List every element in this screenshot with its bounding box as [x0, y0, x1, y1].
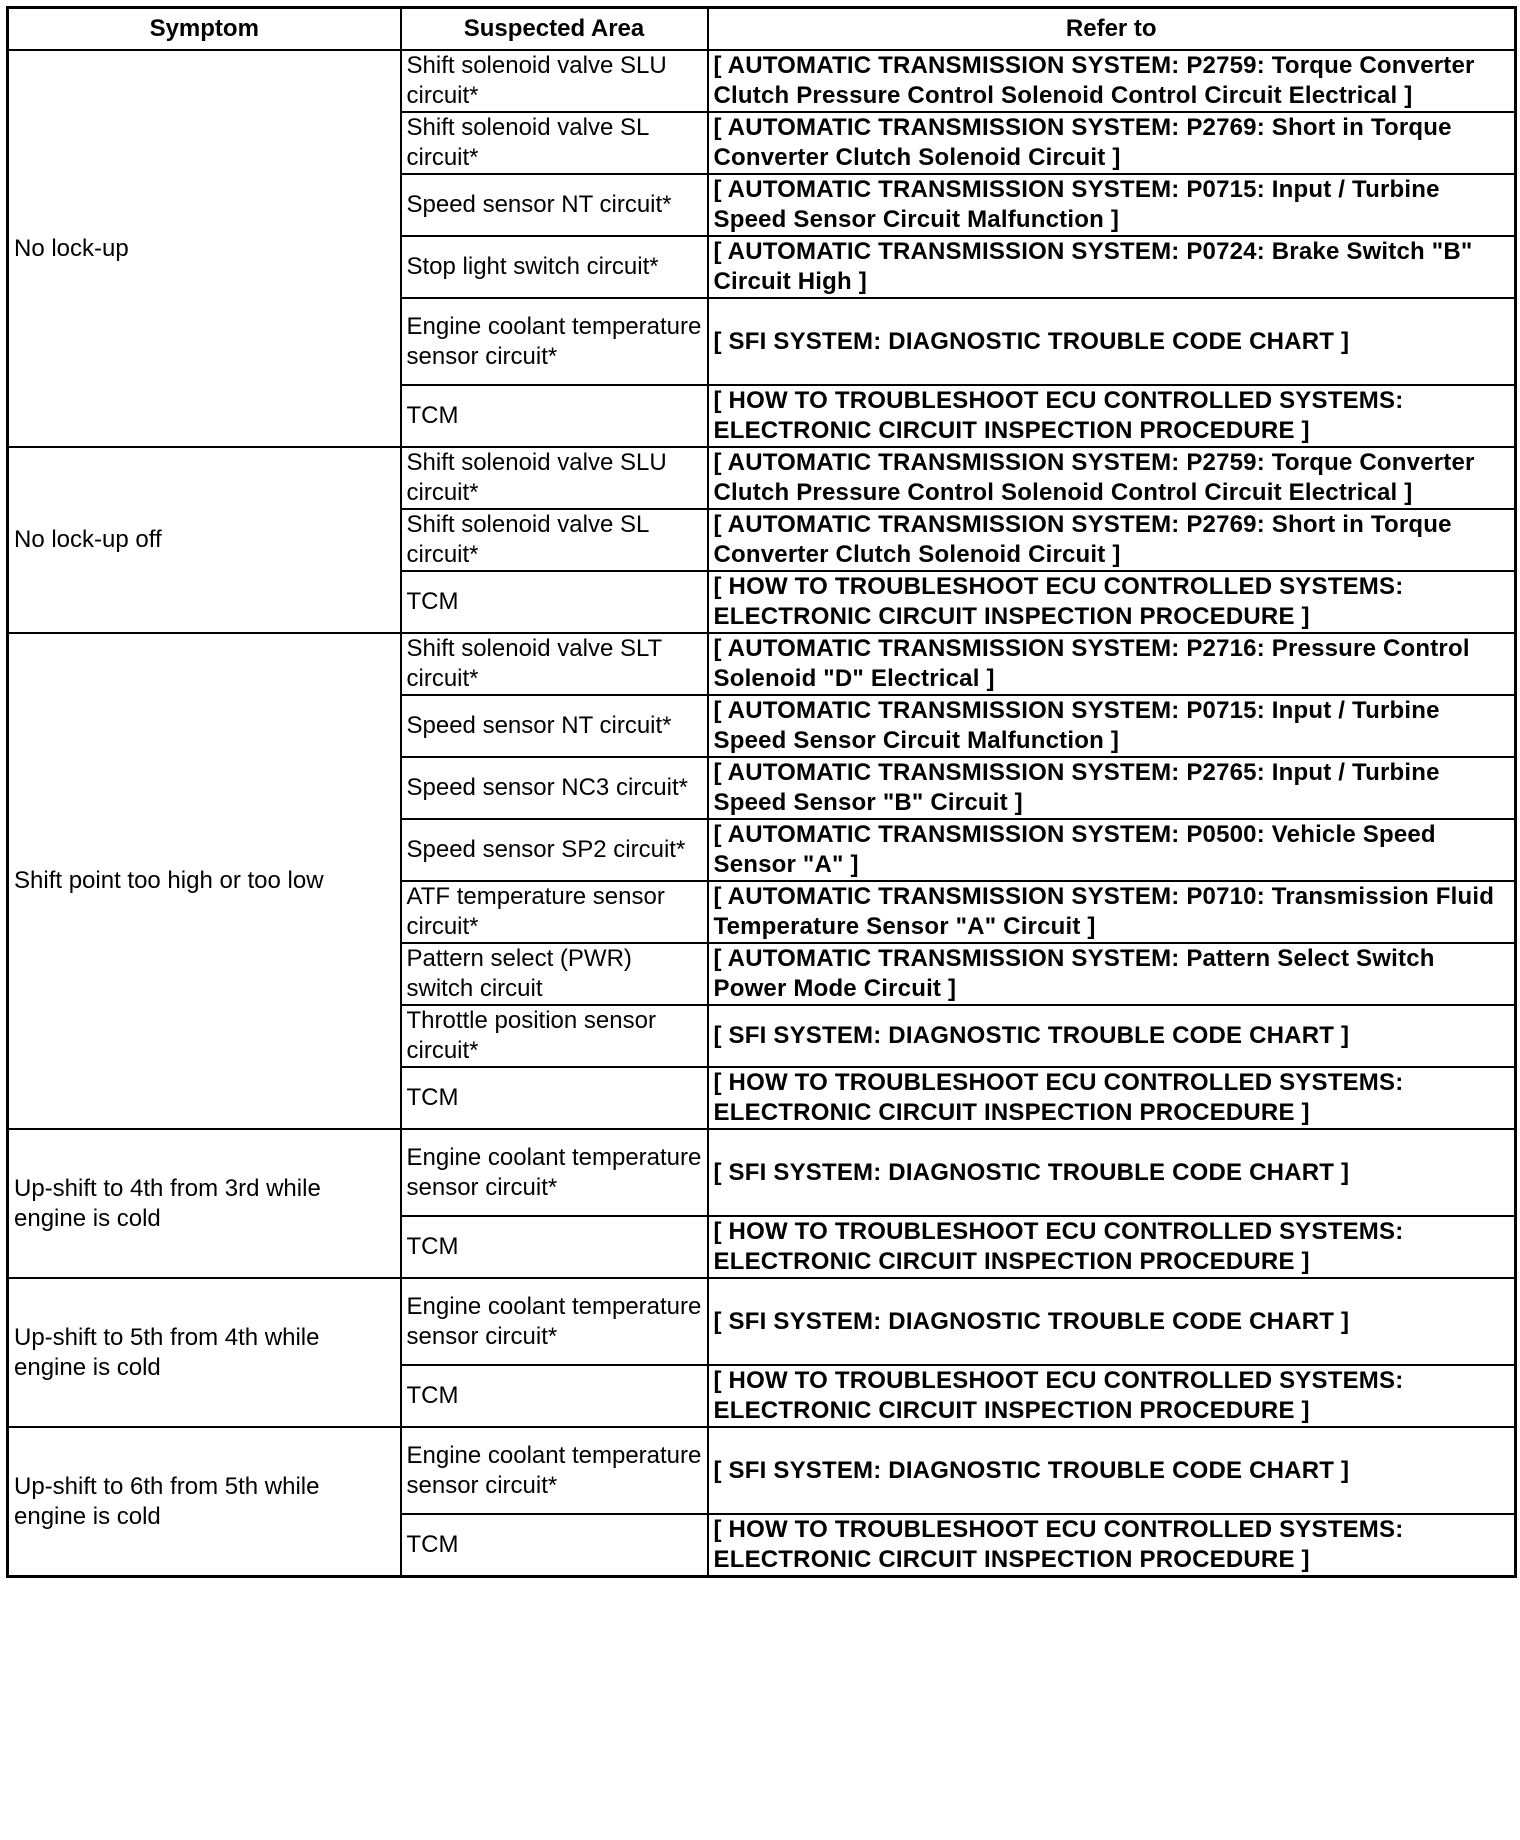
suspected-area-cell: Speed sensor SP2 circuit* — [401, 819, 708, 881]
refer-to-cell: [ AUTOMATIC TRANSMISSION SYSTEM: P0710: Transmission Fluid Temperature Sensor "A" Circuit ] — [708, 881, 1516, 943]
suspected-area-cell: Speed sensor NC3 circuit* — [401, 757, 708, 819]
refer-to-cell: [ SFI SYSTEM: DIAGNOSTIC TROUBLE CODE CHART ] — [708, 1005, 1516, 1067]
refer-to-cell: [ HOW TO TROUBLESHOOT ECU CONTROLLED SYSTEMS: ELECTRONIC CIRCUIT INSPECTION PROCEDURE ] — [708, 1365, 1516, 1427]
suspected-area-cell: Shift solenoid valve SLU circuit* — [401, 447, 708, 509]
suspected-area-cell: Shift solenoid valve SL circuit* — [401, 509, 708, 571]
suspected-area-cell: TCM — [401, 385, 708, 447]
refer-to-cell: [ SFI SYSTEM: DIAGNOSTIC TROUBLE CODE CHART ] — [708, 1427, 1516, 1514]
header-suspected-area: Suspected Area — [401, 8, 708, 51]
table-body — [8, 50, 1516, 1577]
table-row — [8, 1427, 1516, 1514]
symptom-cell: No lock-up off — [8, 447, 401, 633]
refer-to-cell: [ AUTOMATIC TRANSMISSION SYSTEM: P0715: Input / Turbine Speed Sensor Circuit Malfunction ] — [708, 695, 1516, 757]
suspected-area-cell: Engine coolant temperature sensor circuit* — [401, 1129, 708, 1216]
refer-to-cell: [ AUTOMATIC TRANSMISSION SYSTEM: P0500: Vehicle Speed Sensor "A" ] — [708, 819, 1516, 881]
troubleshooting-table — [6, 6, 1517, 1578]
symptom-cell: No lock-up — [8, 50, 401, 447]
suspected-area-cell: ATF temperature sensor circuit* — [401, 881, 708, 943]
refer-to-cell: [ AUTOMATIC TRANSMISSION SYSTEM: P0715: Input / Turbine Speed Sensor Circuit Malfunction ] — [708, 174, 1516, 236]
symptom-cell: Up-shift to 4th from 3rd while engine is cold — [8, 1129, 401, 1278]
header-symptom: Symptom — [8, 8, 401, 51]
refer-to-cell: [ AUTOMATIC TRANSMISSION SYSTEM: P0724: Brake Switch "B" Circuit High ] — [708, 236, 1516, 298]
header-row — [8, 8, 1516, 51]
suspected-area-cell: Shift solenoid valve SL circuit* — [401, 112, 708, 174]
header-refer-to: Refer to — [708, 8, 1516, 51]
suspected-area-cell: Throttle position sensor circuit* — [401, 1005, 708, 1067]
table-row — [8, 1129, 1516, 1216]
refer-to-cell: [ AUTOMATIC TRANSMISSION SYSTEM: P2769: Short in Torque Converter Clutch Solenoid Circuit ] — [708, 509, 1516, 571]
table-row — [8, 633, 1516, 695]
refer-to-cell: [ SFI SYSTEM: DIAGNOSTIC TROUBLE CODE CHART ] — [708, 1129, 1516, 1216]
refer-to-cell: [ SFI SYSTEM: DIAGNOSTIC TROUBLE CODE CHART ] — [708, 1278, 1516, 1365]
suspected-area-cell: Engine coolant temperature sensor circuit* — [401, 1427, 708, 1514]
refer-to-cell: [ AUTOMATIC TRANSMISSION SYSTEM: P2765: Input / Turbine Speed Sensor "B" Circuit ] — [708, 757, 1516, 819]
suspected-area-cell: TCM — [401, 1365, 708, 1427]
symptom-cell: Up-shift to 6th from 5th while engine is cold — [8, 1427, 401, 1577]
symptom-cell: Up-shift to 5th from 4th while engine is cold — [8, 1278, 401, 1427]
refer-to-cell: [ HOW TO TROUBLESHOOT ECU CONTROLLED SYSTEMS: ELECTRONIC CIRCUIT INSPECTION PROCEDURE ] — [708, 1514, 1516, 1577]
refer-to-cell: [ AUTOMATIC TRANSMISSION SYSTEM: P2769: Short in Torque Converter Clutch Solenoid Circuit ] — [708, 112, 1516, 174]
suspected-area-cell: TCM — [401, 1216, 708, 1278]
table-row — [8, 447, 1516, 509]
table-row — [8, 1278, 1516, 1365]
suspected-area-cell: Engine coolant temperature sensor circuit* — [401, 298, 708, 385]
symptom-cell: Shift point too high or too low — [8, 633, 401, 1129]
suspected-area-cell: TCM — [401, 1514, 708, 1577]
suspected-area-cell: TCM — [401, 1067, 708, 1129]
suspected-area-cell: Shift solenoid valve SLT circuit* — [401, 633, 708, 695]
suspected-area-cell: Speed sensor NT circuit* — [401, 174, 708, 236]
refer-to-cell: [ AUTOMATIC TRANSMISSION SYSTEM: P2716: Pressure Control Solenoid "D" Electrical ] — [708, 633, 1516, 695]
refer-to-cell: [ SFI SYSTEM: DIAGNOSTIC TROUBLE CODE CHART ] — [708, 298, 1516, 385]
refer-to-cell: [ AUTOMATIC TRANSMISSION SYSTEM: P2759: Torque Converter Clutch Pressure Control Solenoid Control Circuit Electrical ] — [708, 447, 1516, 509]
suspected-area-cell: Shift solenoid valve SLU circuit* — [401, 50, 708, 112]
suspected-area-cell: Pattern select (PWR) switch circuit — [401, 943, 708, 1005]
page — [6, 6, 1514, 1834]
suspected-area-cell: Speed sensor NT circuit* — [401, 695, 708, 757]
refer-to-cell: [ HOW TO TROUBLESHOOT ECU CONTROLLED SYSTEMS: ELECTRONIC CIRCUIT INSPECTION PROCEDURE ] — [708, 1216, 1516, 1278]
suspected-area-cell: Stop light switch circuit* — [401, 236, 708, 298]
refer-to-cell: [ AUTOMATIC TRANSMISSION SYSTEM: P2759: Torque Converter Clutch Pressure Control Solenoid Control Circuit Electrical ] — [708, 50, 1516, 112]
suspected-area-cell: Engine coolant temperature sensor circuit* — [401, 1278, 708, 1365]
suspected-area-cell: TCM — [401, 571, 708, 633]
table-row — [8, 50, 1516, 112]
refer-to-cell: [ HOW TO TROUBLESHOOT ECU CONTROLLED SYSTEMS: ELECTRONIC CIRCUIT INSPECTION PROCEDURE ] — [708, 1067, 1516, 1129]
refer-to-cell: [ AUTOMATIC TRANSMISSION SYSTEM: Pattern Select Switch Power Mode Circuit ] — [708, 943, 1516, 1005]
refer-to-cell: [ HOW TO TROUBLESHOOT ECU CONTROLLED SYSTEMS: ELECTRONIC CIRCUIT INSPECTION PROCEDURE ] — [708, 571, 1516, 633]
refer-to-cell: [ HOW TO TROUBLESHOOT ECU CONTROLLED SYSTEMS: ELECTRONIC CIRCUIT INSPECTION PROCEDURE ] — [708, 385, 1516, 447]
